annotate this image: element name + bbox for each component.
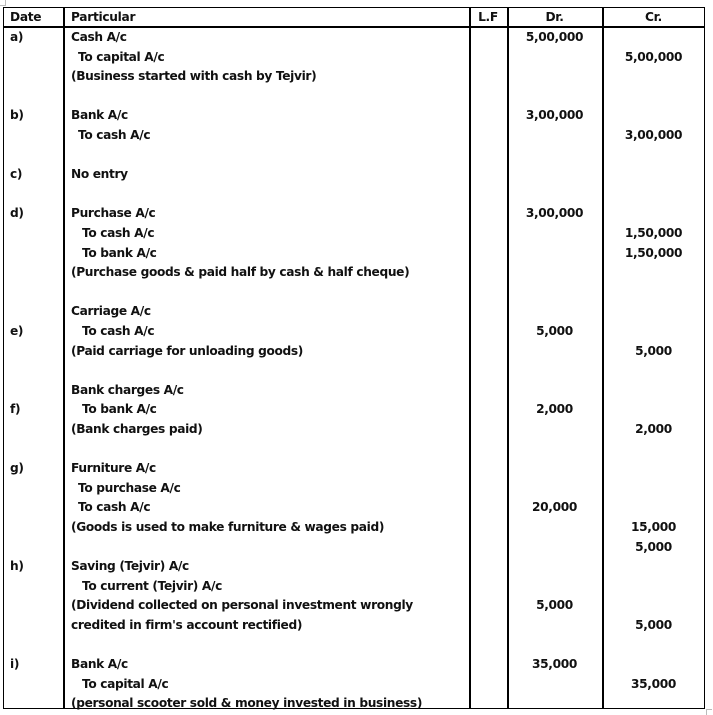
entry-date: e)	[10, 324, 24, 338]
header-particular: Particular	[71, 10, 136, 24]
corner-mark-top-left	[0, 0, 6, 6]
narration: (Goods is used to make furniture & wages paid)	[71, 520, 385, 534]
narration: (personal scooter sold & money invested in business)	[71, 696, 423, 711]
narration: credited in firm's account rectified)	[71, 618, 303, 632]
credit-account: To purchase A/c	[78, 480, 181, 495]
credit-amount: 2,000	[635, 422, 672, 436]
narration: (Paid carriage for unloading goods)	[71, 343, 304, 358]
narration: (Bank charges paid)	[71, 422, 203, 436]
debit-account: Bank A/c	[71, 108, 128, 123]
debit-amount: 5,000	[536, 598, 573, 613]
debit-account: Bank A/c	[71, 657, 128, 672]
entry-date: c)	[10, 167, 23, 182]
debit-account: Cash A/c	[71, 30, 127, 44]
column-divider	[469, 7, 471, 709]
credit-account: To bank A/c	[82, 402, 157, 417]
credit-account: To bank A/c	[82, 245, 157, 260]
debit-account: Furniture A/c	[71, 461, 156, 476]
debit-amount: 2,000	[536, 402, 573, 417]
credit-amount: 1,50,000	[624, 245, 683, 260]
debit-amount: 3,00,000	[525, 206, 584, 221]
debit-amount: 5,00,000	[525, 30, 584, 44]
credit-account: To cash A/c	[82, 324, 155, 338]
credit-amount: 15,000	[631, 520, 676, 534]
narration: (Business started with cash by Tejvir)	[71, 69, 317, 84]
header-divider	[3, 26, 705, 28]
narration: (Purchase goods & paid half by cash & half cheque)	[71, 265, 410, 280]
credit-account: To cash A/c	[78, 128, 151, 142]
entry-date: a)	[10, 30, 24, 44]
debit-amount: 5,000	[536, 324, 573, 338]
credit-amount: 5,000	[635, 618, 672, 632]
entry-date: d)	[10, 206, 24, 221]
header-date: Date	[10, 10, 42, 24]
credit-account: To cash A/c	[78, 500, 151, 515]
column-divider	[63, 7, 65, 709]
credit-account: To capital A/c	[78, 49, 165, 64]
entry-date: h)	[10, 559, 24, 574]
debit-account: Saving (Tejvir) A/c	[71, 559, 189, 574]
credit-amount: 1,50,000	[624, 226, 683, 240]
corner-mark-bottom-right	[706, 709, 712, 715]
narration: (Dividend collected on personal investment wrongly	[71, 598, 413, 613]
debit-account: No entry	[71, 167, 128, 182]
credit-amount: 5,000	[635, 539, 672, 554]
header-cr: Cr.	[645, 10, 662, 24]
entry-date: f)	[10, 402, 21, 417]
entry-date: b)	[10, 108, 24, 123]
credit-account: To capital A/c	[82, 676, 169, 691]
credit-account: To current (Tejvir) A/c	[82, 578, 222, 593]
debit-amount: 20,000	[532, 500, 577, 515]
debit-account: Bank charges A/c	[71, 382, 184, 397]
debit-amount: 3,00,000	[525, 108, 584, 123]
debit-account: Purchase A/c	[71, 206, 156, 221]
credit-amount: 3,00,000	[624, 128, 683, 142]
credit-account: To cash A/c	[82, 226, 155, 240]
header-lf: L.F	[478, 10, 498, 24]
entry-date: i)	[10, 657, 20, 672]
header-dr: Dr.	[545, 10, 564, 24]
entry-date: g)	[10, 461, 24, 476]
credit-amount: 5,00,000	[624, 49, 683, 64]
debit-amount: 35,000	[532, 657, 577, 672]
credit-amount: 5,000	[635, 343, 672, 358]
credit-amount: 35,000	[631, 676, 676, 691]
debit-account: Carriage A/c	[71, 304, 151, 319]
